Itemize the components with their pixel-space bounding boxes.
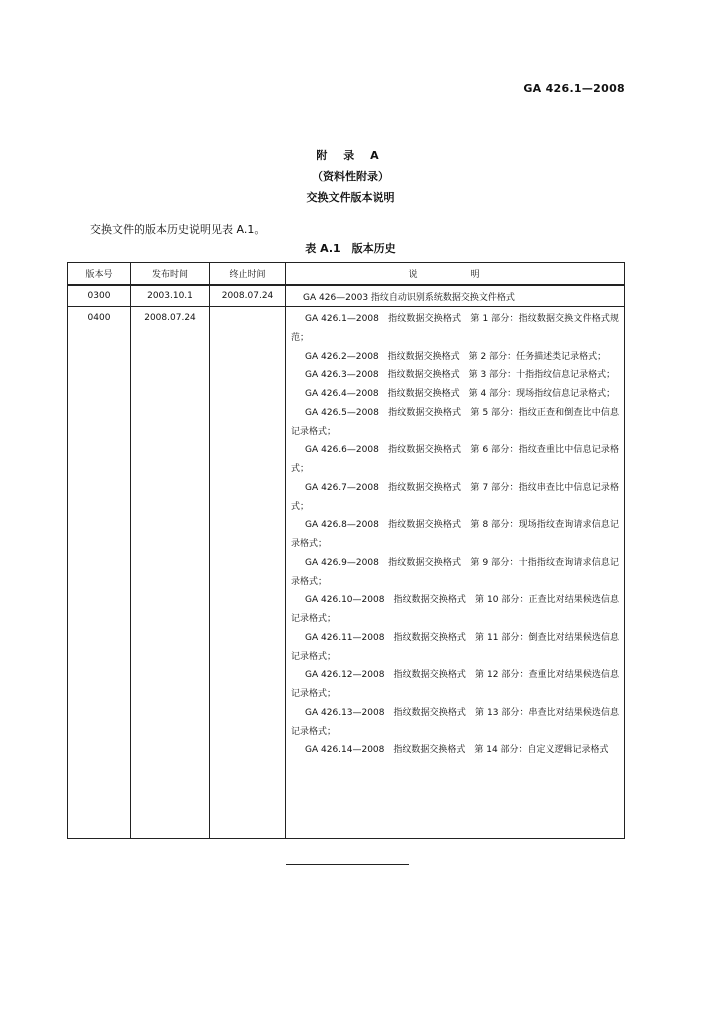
table-row (68, 307, 625, 839)
cell-published: 2003.10.1 (131, 285, 210, 307)
list-item: GA 426.9—2008 指纹数据交换格式 第 9 部分：十指指纹查询请求信息记录格式； (291, 557, 619, 587)
list-item: GA 426.13—2008 指纹数据交换格式 第 13 部分：串查比对结果候选信息记录格式； (291, 707, 619, 737)
cell-description: GA 426—2003 指纹自动识别系统数据交换文件格式 (286, 285, 625, 307)
list-item: GA 426.14—2008 指纹数据交换格式 第 14 部分：自定义逻辑记录格式 (305, 745, 609, 756)
intro-paragraph: 交换文件的版本历史说明见表 A.1。 (90, 223, 266, 236)
description-list (286, 307, 624, 760)
table-caption: 表 A.1 版本历史 (305, 242, 396, 255)
cell-version: 0400 (68, 307, 131, 839)
annex-title: 附 录 A (316, 149, 385, 162)
cell-description (286, 307, 625, 839)
annex-subtitle: （资料性附录） (312, 170, 389, 183)
list-item: GA 426.7—2008 指纹数据交换格式 第 7 部分：指纹串查比中信息记录格式； (291, 482, 619, 512)
list-item: GA 426.12—2008 指纹数据交换格式 第 12 部分：查重比对结果候选信息记录格式； (291, 670, 619, 699)
list-item: GA 426.4—2008 指纹数据交换格式 第 4 部分：现场指纹信息记录格式； (305, 389, 616, 399)
list-item: GA 426.6—2008 指纹数据交换格式 第 6 部分：指纹查重比中信息记录格式； (291, 445, 619, 474)
column-header-terminated: 终止时间 (210, 263, 286, 286)
version-history-table (67, 262, 625, 839)
end-rule (286, 864, 409, 865)
list-item: GA 426.10—2008 指纹数据交换格式 第 10 部分：正查比对结果候选信息记录格式； (291, 595, 619, 624)
list-item: GA 426.2—2008 指纹数据交换格式 第 2 部分：任务描述类记录格式； (305, 351, 607, 362)
table-row (68, 285, 625, 307)
table-header-row (68, 263, 625, 286)
column-header-published: 发布时间 (131, 263, 210, 286)
annex-heading: 交换文件版本说明 (306, 191, 395, 204)
list-item: GA 426.5—2008 指纹数据交换格式 第 5 部分：指纹正查和倒查比中信息记录格式； (291, 407, 619, 437)
column-header-description: 说 明 (286, 263, 625, 286)
list-item: GA 426.3—2008 指纹数据交换格式 第 3 部分：十指指纹信息记录格式； (305, 370, 616, 381)
cell-version: 0300 (68, 285, 131, 307)
list-item: GA 426.1—2008 指纹数据交换格式 第 1 部分：指纹数据交换文件格式规范； (291, 314, 619, 343)
list-item: GA 426.11—2008 指纹数据交换格式 第 11 部分：倒查比对结果候选信息记录格式； (291, 632, 619, 662)
cell-terminated (210, 307, 286, 839)
cell-terminated: 2008.07.24 (210, 285, 286, 307)
page-header-standard-code: GA 426.1—2008 (523, 82, 625, 95)
column-header-version: 版本号 (68, 263, 131, 286)
cell-published: 2008.07.24 (131, 307, 210, 839)
list-item: GA 426.8—2008 指纹数据交换格式 第 8 部分：现场指纹查询请求信息记录格式； (291, 520, 619, 549)
